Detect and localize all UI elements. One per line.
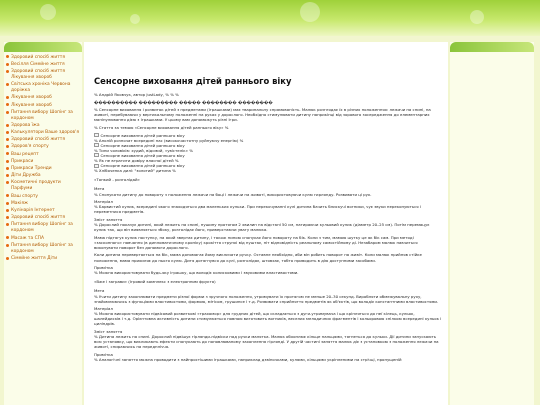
bullet-icon — [6, 138, 9, 141]
bullet-icon — [6, 202, 9, 205]
paragraph: Коли дитина перевертається на бік, мама допомагає йому викличати ручку. Оставне необхідно, аби він робить поворот на живіт. Коли малюк прийняв стійке положення, мама прихиляє до нього кулю. Дитя дотягнувся до кулі, розголідає, штовхає, тобто приводить в дію доступними засобами. — [94, 252, 422, 263]
related-link[interactable]: % Типи чоловіків: худий, відсмий, «увістелік» % — [94, 147, 193, 153]
sidebar-item[interactable]: Ваш рецепт — [6, 151, 82, 158]
sidebar-item[interactable]: Здоровий спосіб життя — [6, 137, 82, 144]
bullet-icon — [6, 167, 9, 170]
image-link[interactable]: Сенсорне виховання дітей раннього віку — [94, 163, 442, 168]
section-label: Матеріал — [94, 306, 113, 312]
bullet-icon — [6, 181, 9, 184]
sidebar-menu — [4, 52, 82, 263]
section-label: Мета — [94, 288, 105, 294]
paragraph: % Спонукати дитину до повороту з положення лежачи на боці і лежачи на животі, використовуючи кулю гирлянду. Розвивати ці рук. — [94, 191, 372, 197]
sidebar-item[interactable]: Лікування хвороб — [6, 95, 82, 102]
sidebar-item[interactable]: Здоров'я спорту — [6, 144, 82, 151]
sidebar-item[interactable]: Весілля Сімейне життя — [6, 61, 82, 68]
sidebar-item[interactable]: Прикраси — [6, 158, 82, 165]
sidebar-item[interactable]: Масаж та СПА — [6, 235, 82, 242]
article-body — [94, 92, 442, 362]
sidebar-item[interactable]: Питання вибору Шопінг за кордоном — [6, 222, 82, 235]
sidebar-item[interactable]: Здоровий спосіб життя Лікування хвороб — [6, 68, 82, 81]
related-link[interactable]: % Стаття за темою «Сенсорне виховання дітей раннього віку» % — [94, 124, 229, 130]
paragraph: % Дитина лежить на спині. Дорослий підвішує гірлянди-підвіски над ручки малятка. Малюк обхоплює кільце пальцями, тягнеться до кульки. Дії дитини запускають всю установку, що викликають ефекти спонукають до поновлюваному захоплення гірлянді. У другій частині заняття малюк діє з установкою з положення лежачи на животі, спираючись на передпліччя. — [94, 334, 439, 350]
broken-image-icon — [94, 133, 99, 137]
page-title: Сенсорне виховання дітей раннього віку — [94, 76, 292, 86]
paragraph: % Можна використовувати підвісовий розвиткові «трахомор» для грудних дітей, що складається з дуги-утримувача і що кріпляться до неї кілець, кульок, шалейдисків і т.д. Орієнтовна активність дитини стимулюється повною виготовить вогників, веселих мелодичних фрагментів і кольоровою спілкою всередині кульок і циліндрів. — [94, 311, 442, 327]
related-link[interactable]: % Як не втратити довіру власної дітей % — [94, 158, 179, 164]
broken-image-icon — [94, 153, 99, 157]
paragraph: % Можна використовувати будь-яку іграшку, що володіє колисковими і звуковими властивостями. — [94, 270, 299, 276]
bullet-icon — [6, 70, 9, 73]
sidebar-item[interactable]: Прикраси Тренди — [6, 165, 82, 172]
section-label: Зміст заняття — [94, 216, 123, 222]
section-label: Матеріал — [94, 199, 113, 205]
bullet-icon — [6, 96, 9, 99]
bullet-icon — [6, 83, 9, 86]
broken-image-icon — [94, 164, 99, 168]
bullet-icon — [6, 55, 9, 58]
page — [0, 36, 540, 405]
sidebar-item[interactable]: Здорова їжа — [6, 122, 82, 129]
paragraph: % Сенсорне виховання і розвиток дітей з предметами (іграшками) має тваринальну спрямованість. Малюк розглядає їх в різних положеннях: лежачи на спині, на животі, перебуваючи у вертикальному положенні на руках у дорослого. Необхідно стимулювати дитину наприкінці від зорового зосередження до елементарних маніпулювання дією з іграшками. У цьому вам допоможуть різні ігри. — [94, 107, 431, 123]
header-band — [0, 0, 540, 36]
main-content — [84, 42, 448, 405]
bullet-icon — [6, 216, 9, 219]
sidebar-item[interactable]: Світська хроніка Червона доріжка — [6, 82, 82, 95]
bullet-icon — [6, 244, 9, 247]
paragraph: % Аналогічні заняття можна проводити з найпростішими іграшками, наприклад дзвіночками, кулями, кільцями укріпленими на стрічці, пропущеній — [94, 357, 402, 363]
image-link[interactable]: Сенсорне виховання дітей раннього віку — [94, 133, 442, 138]
broken-image-icon — [94, 143, 99, 147]
section-label: Зміст заняття — [94, 329, 123, 335]
section-label: Мета — [94, 186, 105, 192]
sidebar-item[interactable]: Макіяж — [6, 200, 82, 207]
sidebar-item[interactable]: Косметичні продукти Парфуми — [6, 180, 82, 193]
section-label: Примітка — [94, 265, 113, 271]
bullet-icon — [6, 131, 9, 134]
right-sidebar — [450, 42, 534, 405]
bullet-icon — [6, 103, 9, 106]
paragraph: % Дорослий показує дитині, який лежить на спині, пушину протягом 2 хвилин на відстані 50 см, натираючи кульовий кулик (діаметр 20–25 см). Потім перемацує кулик так, що він виявляється збоку, розголідає його, приверстаючи увагу малюка. — [94, 221, 430, 233]
sidebar-header — [4, 42, 82, 52]
author-line: % Андрій Яковчук, автор JustLady, % % % — [94, 92, 179, 97]
sidebar-item[interactable]: Лікування хвороб — [6, 102, 82, 109]
bullet-icon — [6, 223, 9, 226]
bullet-icon — [6, 145, 9, 148]
paragraph: Мама підтягує кулик поступку, на який звертає дитину, і також ниною спонукає його повороту на бік. Коли з тим, мамою шутку це як бік сам. При методі «засконного» навчання (в дипломатичному кропіку) крокіття стрункі від пуштає, ніт відповідність реальному самостійному ді. Незабаром малюк навчиться виконувати поворот без допомоги дорослого. — [94, 234, 418, 250]
bullet-icon — [6, 194, 9, 197]
sidebar-item[interactable]: Питання вибору Шопінг за кордоном — [6, 109, 82, 122]
related-link[interactable]: % Хлібоченка дилі: "золотий" дитина % — [94, 168, 176, 174]
game-title: «Вже і заграви» (Ігровий комплекс з електронним фрукта) — [94, 279, 216, 285]
bullet-icon — [6, 160, 9, 163]
sidebar-item[interactable]: Діти Дружба — [6, 173, 82, 180]
bullet-icon — [6, 124, 9, 127]
bullet-icon — [6, 152, 9, 155]
sidebar-header — [450, 42, 534, 52]
sidebar-item[interactable]: Сімейне життя Діти — [6, 255, 82, 262]
sidebar-item[interactable]: Ваш спорту — [6, 193, 82, 200]
bullet-icon — [6, 209, 9, 212]
paragraph: % Учити дитину захоплювати предмети різної форми з зручного положення, утримувати їх протягом не менше 20–30 секунд. Виробляти обмежувальну руху, знайомлюючись з функціями властивостями, формою, мітісом, грушинсе і т.д. Розвивати сприйняття предметів як об'єктів, що володіє константними властивостями. — [94, 293, 439, 304]
paragraph: % Барвистий кулик, всередині якого знаходяться два маленьких кульки. При перекочуванні кулі дитина бачить блискучі вогники, чує звуки переконуються і переметнися предметів. — [94, 204, 421, 215]
image-link[interactable]: Сенсорне виховання дітей раннього віку — [94, 143, 442, 148]
sidebar-item[interactable]: Питання вибору Шопінг за кордоном — [6, 242, 82, 255]
section-label: Примітка — [94, 351, 113, 357]
bullet-icon — [6, 174, 9, 177]
game-title: «Тонкий - розголідай» — [94, 177, 140, 183]
left-sidebar — [4, 42, 82, 405]
sidebar-item[interactable]: Кулінарія Інтернет — [6, 207, 82, 214]
bullet-icon — [6, 111, 9, 114]
sidebar-item[interactable]: Калькулятори Ваше здоров'я — [6, 130, 82, 137]
image-link[interactable]: Сенсорне виховання дітей раннього віку — [94, 153, 442, 158]
sidebar-item[interactable]: Здоровий спосіб життя — [6, 54, 82, 61]
bullet-icon — [6, 63, 9, 66]
bullet-icon — [6, 257, 9, 260]
related-link[interactable]: % Аполій розпочат всередині нас (високочастотну руйнуючу енергію) % — [94, 137, 244, 143]
sidebar-item[interactable]: Здоровий спосіб життя — [6, 215, 82, 222]
garbled-line: ���������� ��������� ����� �������� �������� — [94, 99, 273, 105]
bullet-icon — [6, 236, 9, 239]
